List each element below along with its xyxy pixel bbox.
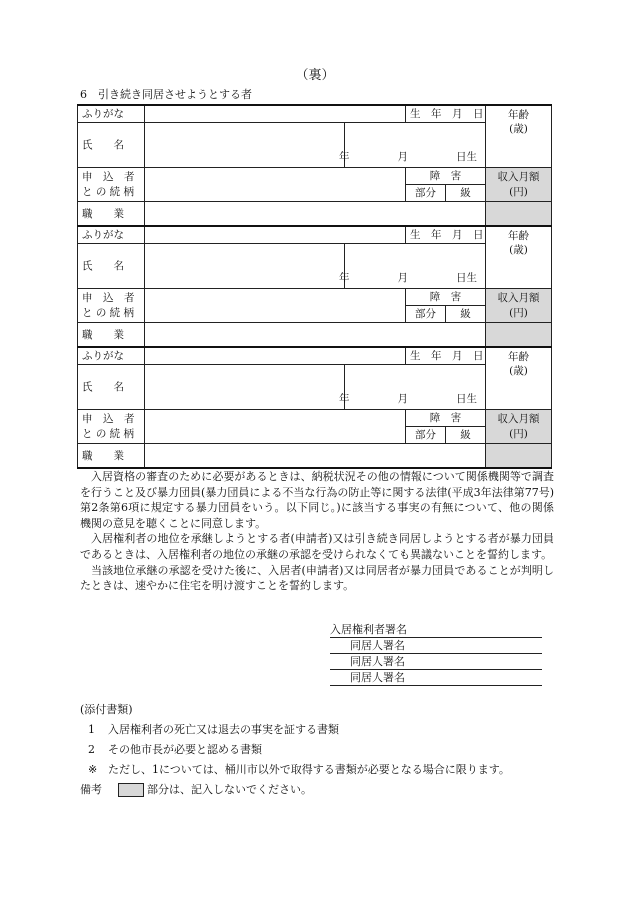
birth-date-label: 生 年 月 日 [406,347,486,364]
person-3-row-name [78,364,552,409]
relation-label [78,167,145,201]
person-1-row-name [78,122,552,167]
disability-label: 障 害 [406,167,486,184]
furigana-label: ふりがな [78,105,145,122]
disability-grade-label: 級 [446,305,486,322]
attachment-item-2 [80,740,560,760]
signature-block [330,622,542,686]
furigana-input[interactable] [145,226,406,243]
age-label-line2: (歳) [509,365,528,377]
consent-paragraph-3: 当該地位承継の承認を受けた後に、入居者(申請者)又は同居者が暴力団員であることが判明したときは、速やかに住宅を明け渡すことを誓約します。 [80,563,554,593]
income-label [486,167,552,201]
birth-date-label: 生 年 月 日 [406,226,486,243]
income-label [486,409,552,443]
birth-day-label: 日生 [456,271,477,284]
name-label: 氏 名 [78,122,145,167]
disability-label: 障 害 [406,409,486,426]
person-3-row-occupation [78,443,552,468]
relation-label [78,409,145,443]
age-cell[interactable] [486,347,552,409]
cohabitant-signature-label: 同居人署名 [350,671,405,684]
income-input-shaded [486,322,552,347]
name-label: 氏 名 [78,364,145,409]
note-text: ただし、1については、桶川市以外で取得する書類が必要となる場合に限ります。 [108,763,510,776]
relation-label-line2: と の 続 柄 [82,307,135,319]
birth-month-label: 月 [397,392,408,405]
disability-category-label: 部分 [406,305,446,322]
cohabitant-signature-label: 同居人署名 [350,655,405,668]
relation-label-line2: と の 続 柄 [82,186,135,198]
name-input[interactable] [145,243,345,288]
attachment-text: 入居権利者の死亡又は退去の事実を証する書類 [108,723,339,736]
attachments-heading: (添付書類) [80,703,133,716]
consent-paragraph-2: 入居権利者の地位を承継しようとする者(申請者)又は引き続き同居しようとする者が暴力団員であるときは、入居権利者の地位の承継の承認を受けられなくても異議ないことを誓約します。 [80,532,554,561]
age-cell[interactable] [486,226,552,288]
income-label-line1: 収入月額 [497,413,540,425]
attachment-number: 1 [88,723,95,736]
relation-label-line1: 申 込 者 [82,171,135,183]
disability-grade-label: 級 [446,426,486,443]
occupation-input[interactable] [145,322,486,347]
income-label-line2: (円) [509,186,528,198]
shaded-cell-sample [118,783,144,797]
birth-date-label: 生 年 月 日 [406,105,486,122]
person-1-row-relation [78,167,552,184]
note-mark: ※ [88,763,98,776]
person-1-row-occupation [78,201,552,226]
relation-input[interactable] [145,409,406,443]
furigana-input[interactable] [145,105,406,122]
age-label-line1: 年齢 [508,230,529,242]
birth-month-label: 月 [397,271,408,284]
income-label-line2: (円) [509,428,528,440]
birth-date-input[interactable] [339,364,486,409]
disability-category-label: 部分 [406,426,446,443]
attachments-section [80,700,560,800]
furigana-label: ふりがな [78,226,145,243]
person-2-row-name [78,243,552,288]
name-input[interactable] [145,122,345,167]
income-label-line2: (円) [509,307,528,319]
birth-date-input[interactable] [339,122,486,167]
remark-label: 備考 [80,783,102,796]
attachment-number: 2 [88,743,95,756]
birth-date-input[interactable] [339,243,486,288]
income-label [486,288,552,322]
person-2-row-furigana [78,226,552,243]
age-label-line2: (歳) [509,123,528,135]
cohabitant-signature-line-2[interactable] [330,654,542,670]
holder-signature-line[interactable] [330,622,542,638]
relation-label-line1: 申 込 者 [82,413,135,425]
name-input[interactable] [145,364,345,409]
cohabitant-table [77,104,552,469]
birth-day-label: 日生 [456,392,477,405]
occupation-label: 職 業 [78,322,145,347]
furigana-label: ふりがな [78,347,145,364]
income-label-line1: 収入月額 [497,292,540,304]
income-input-shaded [486,443,552,468]
relation-label-line1: 申 込 者 [82,292,135,304]
birth-day-label: 日生 [456,150,477,163]
relation-input[interactable] [145,288,406,322]
section-heading: 6 引き続き同居させようとする者 [80,88,252,101]
person-1-row-furigana [78,105,552,122]
page-title: （裏） [295,68,335,83]
age-label-line1: 年齢 [508,109,529,121]
birth-year-label: 年 [339,271,350,284]
disability-grade-label: 級 [446,184,486,201]
birth-year-label: 年 [339,150,350,163]
age-cell[interactable] [486,105,552,167]
occupation-input[interactable] [145,443,486,468]
person-3-row-relation [78,409,552,426]
attachment-item-1 [80,720,560,740]
relation-label-line2: と の 続 柄 [82,428,135,440]
remark-row [80,780,560,800]
remark-text: 部分は、記入しないでください。 [147,783,312,796]
birth-month-label: 月 [397,150,408,163]
income-label-line1: 収入月額 [497,171,540,183]
person-2-row-occupation [78,322,552,347]
occupation-label: 職 業 [78,443,145,468]
occupation-label: 職 業 [78,201,145,226]
relation-label [78,288,145,322]
occupation-input[interactable] [145,201,486,226]
relation-input[interactable] [145,167,406,201]
disability-category-label: 部分 [406,184,446,201]
age-label-line1: 年齢 [508,351,529,363]
person-3-row-furigana [78,347,552,364]
cohabitant-signature-label: 同居人署名 [350,639,405,652]
attachment-text: その他市長が必要と認める書類 [108,743,262,756]
furigana-input[interactable] [145,347,406,364]
age-label-line2: (歳) [509,244,528,256]
person-2-row-relation [78,288,552,305]
income-input-shaded [486,201,552,226]
birth-year-label: 年 [339,392,350,405]
consent-paragraph-1: 入居資格の審査のために必要があるときは、納税状況その他の情報について関係機関等で調査を行うこと及び暴力団員(暴力団員による不当な行為の防止等に関する法律(平成3年法律第77号)第2条第6項に規定する暴力団員をいう。以下同じ。)に該当する事実の有無について、他の関係機関の意見を聴くことに同意します。 [80,470,554,530]
consent-paragraphs [80,469,554,594]
attachment-note [80,760,560,780]
holder-signature-label: 入居権利者署名 [330,623,407,636]
disability-label: 障 害 [406,288,486,305]
cohabitant-signature-line-1[interactable] [330,638,542,654]
name-label: 氏 名 [78,243,145,288]
cohabitant-signature-line-3[interactable] [330,670,542,686]
